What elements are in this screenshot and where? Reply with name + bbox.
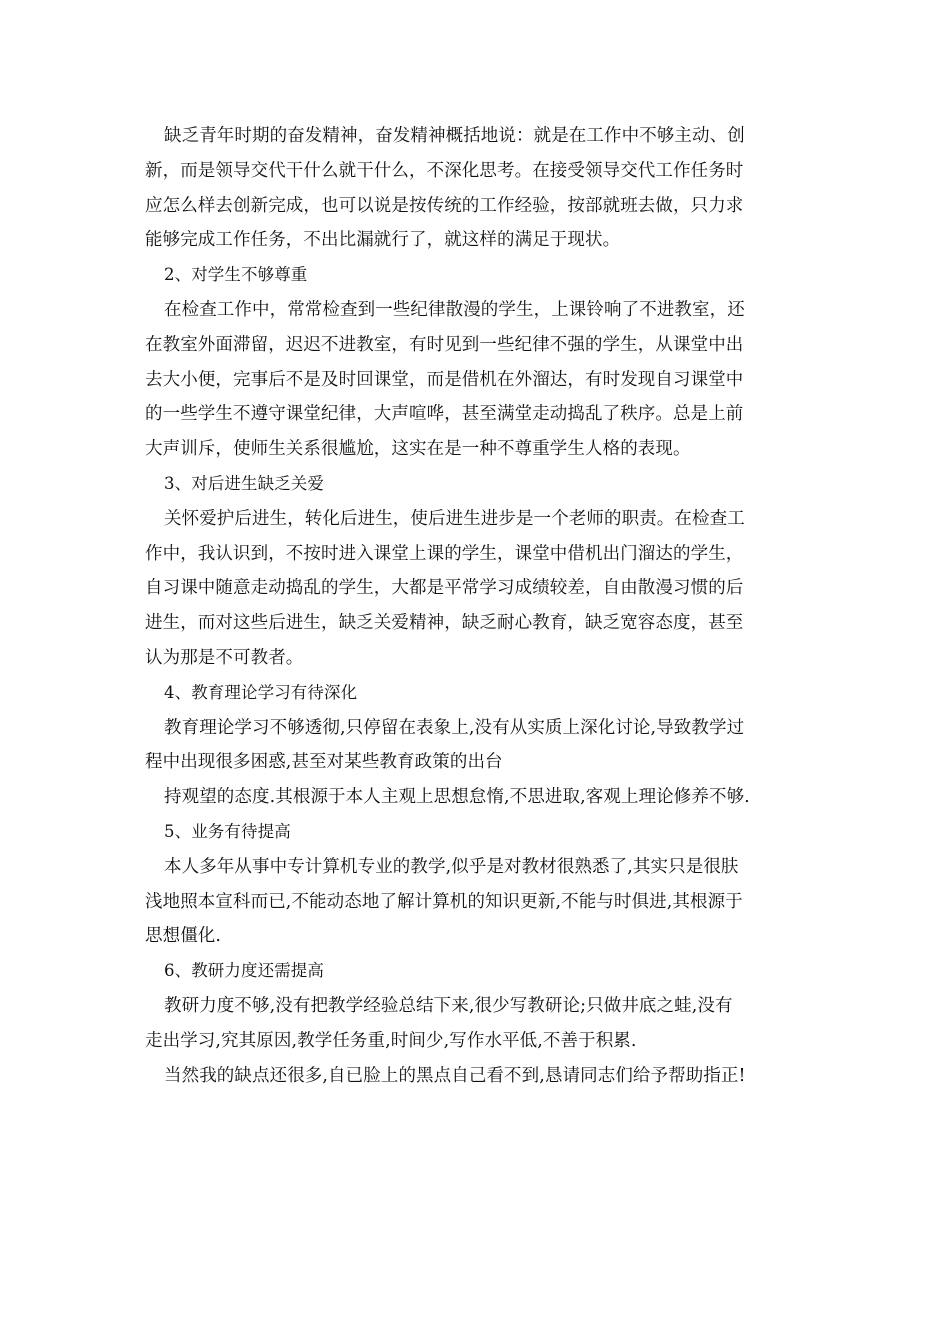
paragraph-line: 能够完成工作任务，不出比漏就行了，就这样的满足于现状。 [145,230,621,251]
paragraph-line: 思想僵化. [145,926,222,947]
section-heading: 2、对学生不够尊重 [164,265,308,285]
section-heading: 5、业务有待提高 [164,821,291,841]
paragraph-line: 在教室外面滞留，迟迟不进教室，有时见到一些纪律不强的学生，从课堂中出 [145,334,744,355]
paragraph-line: 大声训斥，使师生关系很尴尬，这实在是一种不尊重学生人格的表现。 [145,439,691,460]
section-heading: 4、教育理论学习有待深化 [164,682,358,702]
paragraph-line: 新，而是领导交代干什么就干什么，不深化思考。在接受领导交代工作任务时 [145,160,744,181]
paragraph-line: 进生，而对这些后进生，缺乏关爱精神，缺乏耐心教育，缺乏宽容态度，甚至 [145,613,744,634]
paragraph-line: 应怎么样去创新完成，也可以说是按传统的工作经验，按部就班去做，只力求 [145,195,744,216]
paragraph-line: 走出学习,究其原因,教学任务重,时间少,写作水平低,不善于积累. [145,1030,637,1051]
paragraph-line: 关怀爱护后进生，转化后进生，使后进生进步是一个老师的职责。在检查工 [164,508,745,529]
section-heading: 6、教研力度还需提高 [164,961,324,981]
paragraph-line: 去大小便，完事后不是及时回课堂，而是借机在外溜达，有时发现自习课堂中 [145,369,744,390]
section-heading: 3、对后进生缺乏关爱 [164,473,324,493]
paragraph-line: 的一些学生不遵守课堂纪律，大声喧哗，甚至满堂走动捣乱了秩序。总是上前 [145,404,744,425]
document-body [145,119,810,1093]
paragraph-line: 自习课中随意走动捣乱的学生，大都是平常学习成绩较差，自由散漫习惯的后 [145,578,744,599]
paragraph-line: 当然我的缺点还很多,自已脸上的黑点自己看不到,恳请同志们给予帮助指正! [164,1065,746,1086]
paragraph-line: 在检查工作中，常常检查到一些纪律散漫的学生，上课铃响了不进教室，还 [164,299,745,320]
paragraph-line: 教研力度不够,没有把教学经验总结下来,很少写教研论;只做井底之蛙,没有 [164,995,733,1016]
paragraph-line: 程中出现很多困惑,甚至对某些教育政策的出台 [145,752,503,773]
paragraph-line: 教育理论学习不够透彻,只停留在表象上,没有从实质上深化讨论,导致教学过 [164,717,745,738]
paragraph-line: 认为那是不可教者。 [145,647,304,668]
paragraph-line: 浅地照本宣科而已,不能动态地了解计算机的知识更新,不能与时俱进,其根源于 [145,891,743,912]
paragraph-line: 本人多年从事中专计算机专业的教学,似乎是对教材很熟悉了,其实只是很肤 [164,856,739,877]
paragraph-line: 缺乏青年时期的奋发精神，奋发精神概括地说：就是在工作中不够主动、创 [164,126,745,146]
paragraph-line: 作中，我认识到，不按时进入课堂上课的学生，课堂中借机出门溜达的学生， [145,543,744,564]
paragraph-line: 持观望的态度.其根源于本人主观上思想怠惰,不思进取,客观上理论修养不够. [164,787,750,808]
